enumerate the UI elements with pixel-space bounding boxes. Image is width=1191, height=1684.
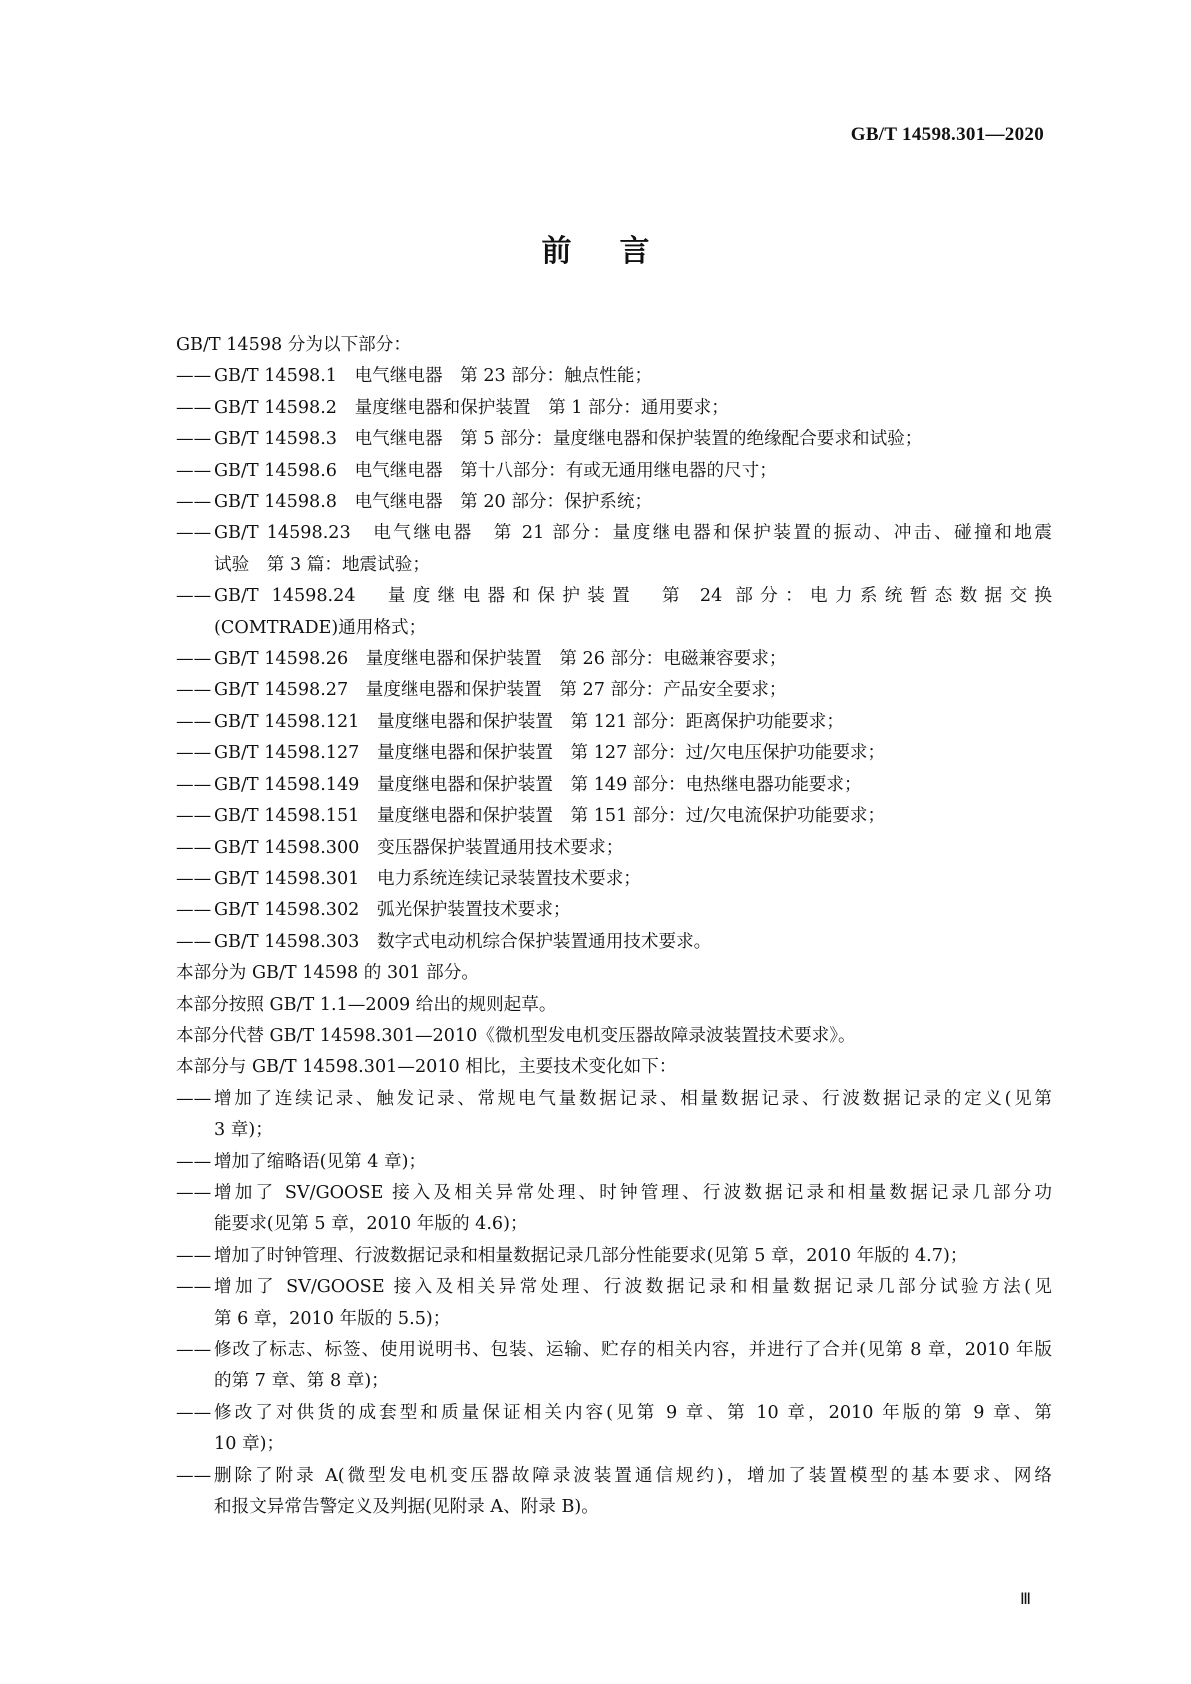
part-item xyxy=(176,675,1052,706)
dash-marker: —— xyxy=(176,492,212,513)
list-item-text: 和报文异常告警定义及判据(见附录 A、附录 B)。 xyxy=(214,1497,599,1518)
statement-line: 本部分与 GB/T 14598.301—2010 相比，主要技术变化如下： xyxy=(176,1057,677,1078)
dash-marker: —— xyxy=(176,774,212,795)
dash-marker: —— xyxy=(176,1151,212,1172)
change-item xyxy=(176,1272,1052,1335)
list-item-text: 增加了缩略语(见第 4 章)； xyxy=(214,1151,427,1172)
part-item xyxy=(176,487,1052,518)
list-item-text: GB/T 14598.27 量度继电器和保护装置 第 27 部分：产品安全要求； xyxy=(214,680,787,701)
page-title: 前言 xyxy=(541,234,698,269)
list-item-text: GB/T 14598.151 量度继电器和保护装置 第 151 部分：过/欠电流保护功能要求； xyxy=(214,806,886,827)
list-item-text: 增加了 SV/GOOSE 接入及相关异常处理、行波数据记录和相量数据记录几部分试验方法(见 xyxy=(214,1277,1052,1298)
part-item xyxy=(176,581,1052,644)
list-item-text: GB/T 14598.300 变压器保护装置通用技术要求； xyxy=(214,837,624,858)
list-item-text: GB/T 14598.127 量度继电器和保护装置 第 127 部分：过/欠电压保护功能要求； xyxy=(214,743,886,764)
list-item-text: 试验 第 3 篇：地震试验； xyxy=(214,554,430,575)
part-item xyxy=(176,738,1052,769)
list-item-text: GB/T 14598.1 电气继电器 第 23 部分：触点性能； xyxy=(214,366,653,387)
part-item xyxy=(176,895,1052,926)
part-item xyxy=(176,393,1052,424)
dash-marker: —— xyxy=(176,649,212,670)
part-item xyxy=(176,864,1052,895)
change-item xyxy=(176,1335,1052,1398)
standard-code: GB/T 14598.301—2020 xyxy=(850,124,1044,145)
parts-list xyxy=(176,361,1052,958)
dash-marker: —— xyxy=(176,1088,212,1109)
list-item-text: GB/T 14598.302 弧光保护装置技术要求； xyxy=(214,900,571,921)
statement-line: 本部分按照 GB/T 1.1—2009 给出的规则起草。 xyxy=(176,994,557,1015)
changes-list xyxy=(176,1084,1052,1524)
page-number: Ⅲ xyxy=(1019,1591,1031,1608)
statements xyxy=(176,958,1052,1084)
list-item-text: GB/T 14598.149 量度继电器和保护装置 第 149 部分：电热继电器功能要求； xyxy=(214,774,862,795)
list-item-text: 第 6 章，2010 年版的 5.5)； xyxy=(214,1308,451,1329)
dash-marker: —— xyxy=(176,837,212,858)
dash-marker: —— xyxy=(176,1245,212,1266)
list-item-text: GB/T 14598.301 电力系统连续记录装置技术要求； xyxy=(214,868,641,889)
list-item-text: 增加了 SV/GOOSE 接入及相关异常处理、时钟管理、行波数据记录和相量数据记录几部分功 xyxy=(214,1182,1052,1203)
part-item xyxy=(176,927,1052,958)
intro-line: GB/T 14598 分为以下部分： xyxy=(176,335,411,355)
part-item xyxy=(176,833,1052,864)
part-item xyxy=(176,518,1052,581)
dash-marker: —— xyxy=(176,1402,212,1423)
dash-marker: —— xyxy=(176,743,212,764)
dash-marker: —— xyxy=(176,523,212,544)
change-item xyxy=(176,1084,1052,1147)
dash-marker: —— xyxy=(176,397,212,418)
part-item xyxy=(176,770,1052,801)
list-item-text: 增加了时钟管理、行波数据记录和相量数据记录几部分性能要求(见第 5 章，2010 年版的 4.7)； xyxy=(214,1245,968,1266)
list-item-text: GB/T 14598.121 量度继电器和保护装置 第 121 部分：距离保护功能要求； xyxy=(214,711,844,732)
list-item-text: GB/T 14598.3 电气继电器 第 5 部分：量度继电器和保护装置的绝缘配合要求和试验； xyxy=(214,429,923,450)
change-item xyxy=(176,1178,1052,1241)
list-item-text: GB/T 14598.6 电气继电器 第十八部分：有或无通用继电器的尺寸； xyxy=(214,460,777,481)
dash-marker: —— xyxy=(176,680,212,701)
dash-marker: —— xyxy=(176,806,212,827)
list-item-text: GB/T 14598.23 电气继电器 第 21 部分：量度继电器和保护装置的振动、冲击、碰撞和地震 xyxy=(214,523,1052,544)
part-item xyxy=(176,707,1052,738)
statement-line: 本部分代替 GB/T 14598.301—2010《微机型发电机变压器故障录波装置技术要求》。 xyxy=(176,1025,856,1046)
statement-line: 本部分为 GB/T 14598 的 301 部分。 xyxy=(176,963,479,984)
list-item-text: GB/T 14598.2 量度继电器和保护装置 第 1 部分：通用要求； xyxy=(214,397,729,418)
change-item xyxy=(176,1241,1052,1272)
list-item-text: 删除了附录 A(微型发电机变压器故障录波装置通信规约)，增加了装置模型的基本要求、网络 xyxy=(214,1465,1052,1486)
list-item-text: 的第 7 章、第 8 章)； xyxy=(214,1371,389,1392)
list-item-text: 修改了标志、标签、使用说明书、包装、运输、贮存的相关内容，并进行了合并(见第 8 章，2010 年版 xyxy=(214,1340,1052,1360)
list-item-text: 修改了对供货的成套型和质量保证相关内容(见第 9 章、第 10 章，2010 年版的第 9 章、第 xyxy=(214,1402,1052,1423)
dash-marker: —— xyxy=(176,1182,212,1203)
dash-marker: —— xyxy=(176,1340,212,1360)
list-item-text: 增加了连续记录、触发记录、常规电气量数据记录、相量数据记录、行波数据记录的定义(见第 xyxy=(214,1088,1052,1109)
part-item xyxy=(176,801,1052,832)
part-item xyxy=(176,361,1052,392)
list-item-text: GB/T 14598.26 量度继电器和保护装置 第 26 部分：电磁兼容要求； xyxy=(214,649,787,670)
dash-marker: —— xyxy=(176,931,212,952)
dash-marker: —— xyxy=(176,711,212,732)
change-item xyxy=(176,1398,1052,1461)
list-item-text: GB/T 14598.303 数字式电动机综合保护装置通用技术要求。 xyxy=(214,931,712,952)
dash-marker: —— xyxy=(176,460,212,481)
part-item xyxy=(176,644,1052,675)
dash-marker: —— xyxy=(176,868,212,889)
list-item-text: (COMTRADE)通用格式； xyxy=(214,617,427,638)
change-item xyxy=(176,1461,1052,1524)
list-item-text: 10 章)； xyxy=(214,1434,285,1455)
dash-marker: —— xyxy=(176,1465,212,1486)
change-item xyxy=(176,1147,1052,1178)
list-item-text: GB/T 14598.8 电气继电器 第 20 部分：保护系统； xyxy=(214,492,653,513)
part-item xyxy=(176,456,1052,487)
dash-marker: —— xyxy=(176,429,212,450)
list-item-text: 能要求(见第 5 章，2010 年版的 4.6)； xyxy=(214,1214,528,1235)
list-item-text: 3 章)； xyxy=(214,1120,273,1141)
list-item-text: GB/T 14598.24 量度继电器和保护装置 第 24 部分：电力系统暂态数据交换 xyxy=(214,586,1052,607)
document-body xyxy=(176,330,1052,1523)
part-item xyxy=(176,424,1052,455)
dash-marker: —— xyxy=(176,586,212,607)
dash-marker: —— xyxy=(176,1277,212,1298)
dash-marker: —— xyxy=(176,366,212,387)
dash-marker: —— xyxy=(176,900,212,921)
